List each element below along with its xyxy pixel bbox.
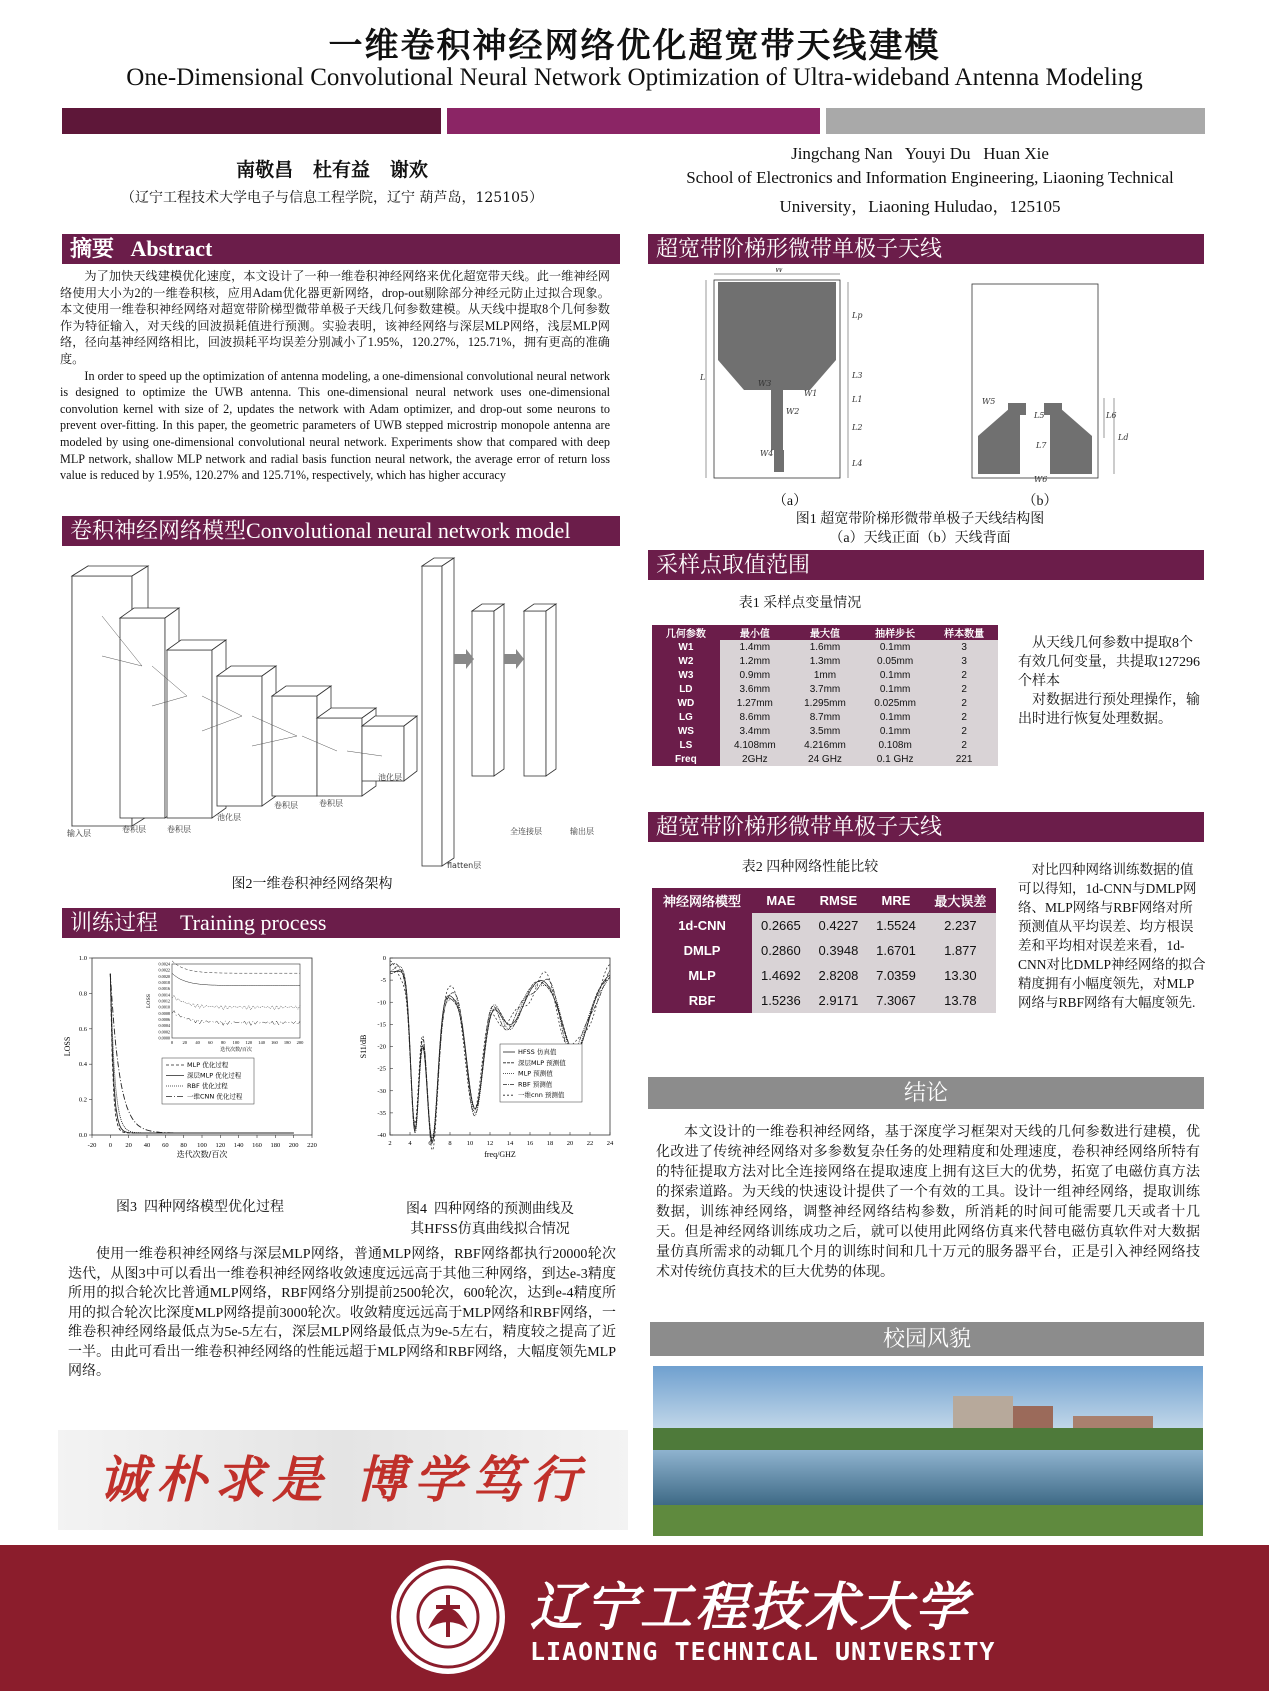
table-cell: W3 [652, 668, 720, 682]
table-cell: 3.7mm [790, 682, 860, 696]
fig3-xtick-label: 140 [233, 1142, 244, 1149]
label-output: 输出层 [570, 827, 594, 836]
authors-en: Jingchang Nan Youyi Du Huan Xie [791, 144, 1049, 163]
fig3-xtick-label: 100 [197, 1142, 207, 1149]
table-cell: 0.108m [860, 738, 930, 752]
fig3-inset-xtick-label: 180 [283, 1040, 291, 1045]
fig3-xtick-label: 160 [252, 1142, 262, 1149]
fig3-legend-item: RBF 优化过程 [187, 1082, 228, 1090]
dim-L6: L6 [1106, 411, 1117, 420]
comparison-heading: 超宽带阶梯形微带单极子天线 [648, 812, 1204, 842]
table-cell: LS [652, 738, 720, 752]
footer-banner [0, 1545, 1269, 1691]
fig4-legend-item: HFSS 仿真值 [518, 1048, 557, 1056]
fig3-legend-item: 一维CNN 优化过程 [187, 1092, 243, 1101]
table-cell: 1.27mm [720, 696, 790, 710]
label-pool2: 池化层 [378, 773, 402, 782]
sampling-table-header: 抽样步长 [860, 625, 930, 640]
comparison-table-header: MAE [752, 888, 810, 913]
fig3-inset-xtick-label: 100 [232, 1040, 240, 1045]
fig3-inset-xtick-label: 140 [258, 1040, 265, 1045]
fig3-caption: 图3 四种网络模型优化过程 [116, 1200, 284, 1215]
fig3-inset-ytick-label: 0.0016 [158, 986, 170, 992]
fig4-caption-2: 其HFSS仿真曲线拟合情况 [410, 1222, 570, 1237]
table-cell: 13.78 [925, 988, 996, 1013]
table-cell: 0.05mm [860, 654, 930, 668]
table-row [652, 988, 996, 1013]
fig3-inset-ytick-label: 0.0006 [158, 1017, 170, 1022]
label-pool1: 池化层 [217, 813, 241, 822]
fig4-s11-chart [350, 950, 620, 1175]
table-cell: 1.2mm [720, 654, 790, 668]
fig3-inset-xlabel: 迭代次数/百次 [220, 1047, 252, 1053]
label-conv2: 卷积层 [167, 825, 191, 834]
table-cell: 1.295mm [790, 696, 860, 710]
poster-title-en: One-Dimensional Convolutional Neural Network Optimization of Ultra-wideband Antenna Modeling [126, 64, 1143, 91]
fig4-xlabel: freq/GHZ [484, 1150, 516, 1159]
fig3-inset-ytick-label: 0.0014 [158, 992, 170, 998]
fig4-caption-1: 图4 四种网络的预测曲线及 [406, 1202, 574, 1217]
training-text [68, 1245, 616, 1382]
fig3-ytick-label: 0.8 [78, 990, 87, 998]
table-cell: 0.2665 [752, 913, 810, 938]
table-cell: 1.6mm [790, 640, 860, 654]
dim-W3: W3 [758, 379, 772, 388]
table-row [652, 682, 998, 696]
fig4-ytick-label: -40 [377, 1132, 386, 1139]
table-cell: 1.3mm [790, 654, 860, 668]
fig3-inset-ytick-label: 0.0024 [158, 961, 170, 967]
title-bar-mid [447, 108, 820, 134]
table-row [652, 668, 998, 682]
dim-L4: L4 [852, 459, 863, 468]
fig4-xtick-label: 4 [408, 1140, 412, 1147]
table-row [652, 913, 996, 938]
comparison-table-header: RMSE [810, 888, 868, 913]
cnn-heading: 卷积神经网络模型Convolutional neural network model [62, 516, 620, 546]
campus-heading: 校园风貌 [650, 1322, 1204, 1356]
dim-L3: L3 [852, 371, 863, 380]
sampling-table [652, 625, 998, 766]
fig3-inset-ytick-label: 0.0004 [158, 1023, 170, 1029]
dim-L7: L7 [1036, 441, 1047, 450]
comparison-table-header: 最大误差 [925, 888, 996, 913]
comparison-table [652, 888, 996, 1013]
sampling-side-2: 对数据进行预处理操作，输出时进行恢复处理数据。 [1018, 693, 1200, 727]
table-row [652, 752, 998, 766]
fig3-inset-xtick-label: 80 [220, 1040, 226, 1045]
comparison-table-header: 神经网络模型 [652, 888, 752, 913]
table-cell: 2 [930, 738, 998, 752]
cnn-architecture-figure [62, 556, 612, 876]
table-cell: 0.1mm [860, 682, 930, 696]
fig4-xtick-label: 10 [466, 1140, 474, 1147]
fig4-ylabel: S11/dB [359, 1034, 368, 1059]
fig3-inset-ytick-label: 0.0008 [158, 1010, 170, 1016]
fig3-inset-ytick-label: 0.0010 [158, 1004, 170, 1010]
fig4-ytick-label: 0 [382, 955, 386, 962]
table-cell: 2 [930, 724, 998, 738]
comparison-side: 对比四种网络训练数据的值可以得知，1d-CNN与DMLP网络、MLP网络与RBF网络对所预测值从平均误差、均方根误差和平均相对误差来看，1d-CNN对比DMLP神经网络的拟合精度拥有小幅度领先，对MLP网络与RBF网络有大幅度领先. [1018, 862, 1206, 1010]
table-cell: 2 [930, 696, 998, 710]
table-cell: RBF [652, 988, 752, 1013]
title-bar-right [826, 108, 1205, 134]
table-row [652, 738, 998, 752]
table-cell: 3 [930, 640, 998, 654]
fig3-legend-item: MLP 优化过程 [187, 1061, 229, 1069]
table-cell: Freq [652, 752, 720, 766]
fig3-inset-ytick-label: 0.0018 [158, 980, 170, 985]
table-cell: 1mm [790, 668, 860, 682]
table-cell: 0.1mm [860, 640, 930, 654]
table-cell: W2 [652, 654, 720, 668]
fig3-ytick-label: 0.0 [78, 1132, 87, 1139]
table-row [652, 640, 998, 654]
table-cell: 1.6701 [867, 938, 925, 963]
table-cell: 8.7mm [790, 710, 860, 724]
table-cell: 24 GHz [790, 752, 860, 766]
training-heading: 训练过程 Training process [62, 908, 620, 938]
fig3-inset-xtick-label: 60 [208, 1040, 213, 1045]
table-cell: 2.8208 [810, 963, 868, 988]
table-cell: LD [652, 682, 720, 696]
table-cell: 221 [930, 752, 998, 766]
fig3-inset-ytick-label: 0.0012 [158, 998, 170, 1004]
fig3-ytick-label: 0.2 [78, 1096, 87, 1104]
fig4-xtick-label: 6 [428, 1140, 432, 1147]
table-cell: 7.3067 [867, 988, 925, 1013]
fig3-inset-xtick-label: 40 [195, 1040, 200, 1045]
fig4-ytick-label: -10 [377, 999, 386, 1007]
dim-W1: W1 [804, 389, 818, 398]
poster-title-cn: 一维卷积神经网络优化超宽带天线建模 [328, 26, 941, 66]
dim-L: L [700, 373, 706, 382]
table-cell: 4.108mm [720, 738, 790, 752]
table-cell: 0.1mm [860, 724, 930, 738]
table-cell: DMLP [652, 938, 752, 963]
table-cell: 1d-CNN [652, 913, 752, 938]
label-conv3: 卷积层 [274, 801, 298, 810]
fig3-inset-frame [172, 964, 300, 1038]
title-bar-left [62, 108, 441, 134]
fig4-xtick-label: 2 [388, 1140, 392, 1147]
motto-banner [58, 1430, 628, 1530]
fig4-xtick-label: 22 [586, 1140, 594, 1147]
label-input: 输入层 [67, 829, 91, 838]
fig3-inset-ytick-label: 0.0002 [158, 1029, 170, 1035]
fig3-inset-ytick-label: 0.0022 [158, 967, 170, 973]
fig4-ytick-label: -5 [380, 977, 386, 985]
table-cell: 3.4mm [720, 724, 790, 738]
conclusion-text: 本文设计的一维卷积神经网络，基于深度学习框架对天线的几何参数进行建模，优化改进了传统神经网络对多参数复杂任务的处理精度和处理速度，卷积神经网络所特有的特征提取方法对比全连接网络在提取速度上拥有这巨大的优势，拓宽了电磁仿真方法的探索道路。为天线的快速设计提供了一个有效的工具。设计一组神经网络，提取训练数据，训练神经网络，调整神经网络结构参数，所消耗的时间可能需要几天或者十几天。但是神经网络训练成功之后，就可以使用此网络仿真来代替电磁仿真软件对大数据量仿真所需求的动辄几个月的训练时间和几十万元的服务器平台，正是引入神经网络技术对传统仿真技术的巨大优势的体现。 [656, 1125, 1200, 1280]
table-row [652, 654, 998, 668]
university-name-en: LIAONING TECHNICAL UNIVERSITY [530, 1637, 996, 1666]
table-row [652, 963, 996, 988]
table-cell: 1.5236 [752, 988, 810, 1013]
fig3-xtick-label: 40 [143, 1142, 151, 1149]
fig4-legend-item: 深层MLP 预测值 [518, 1058, 566, 1067]
fig3-inset-xtick-label: 0 [170, 1040, 174, 1045]
table-cell: 1.4mm [720, 640, 790, 654]
dim-Ld: Ld [1118, 433, 1129, 442]
fig3-inset-ytick-label: 0.0020 [158, 973, 170, 979]
table-cell: 0.4227 [810, 913, 868, 938]
sampling-table-header: 最大值 [790, 625, 860, 640]
dim-Lp: Lp [852, 311, 863, 320]
dim-W4: W4 [760, 449, 774, 458]
fig4-xtick-label: 16 [526, 1140, 534, 1147]
fig3-inset-ytick-label: 0.0000 [158, 1035, 170, 1041]
university-seal [388, 1557, 508, 1677]
fig3-xtick-label: 80 [180, 1142, 187, 1149]
fig3-xtick-label: 220 [307, 1142, 317, 1149]
fig4-xtick-label: 20 [566, 1140, 574, 1147]
label-conv4: 卷积层 [319, 799, 343, 808]
table-cell: 0.025mm [860, 696, 930, 710]
table-cell: 2 [930, 668, 998, 682]
table-cell: 8.6mm [720, 710, 790, 724]
fig3-xtick-label: 20 [125, 1142, 132, 1149]
fig2-caption: 图2一维卷积神经网络架构 [231, 877, 393, 892]
table-cell: WS [652, 724, 720, 738]
fig4-legend-item: RBF 预测值 [518, 1080, 553, 1089]
affiliation-en-2: University，Liaoning Huludao，125105 [779, 197, 1061, 216]
fig4-ytick-label: -35 [377, 1109, 386, 1117]
sampling-table-header: 最小值 [720, 625, 790, 640]
dim-W6: W6 [1034, 475, 1048, 484]
table-cell: 2 [930, 710, 998, 724]
fig3-loss-chart [62, 950, 350, 1175]
table-cell: 0.3948 [810, 938, 868, 963]
authors-cn: 南敬昌 杜有益 谢欢 [236, 159, 428, 181]
fig4-xtick-label: 18 [546, 1140, 554, 1147]
fig3-inset-xtick-label: 120 [245, 1040, 253, 1045]
table-cell: 2 [930, 682, 998, 696]
table-cell: W1 [652, 640, 720, 654]
fig3-legend-item: 深层MLP 优化过程 [187, 1071, 242, 1080]
sampling-table-header: 几何参数 [652, 625, 720, 640]
table-cell: 3.6mm [720, 682, 790, 696]
abstract-heading: 摘要 Abstract [62, 234, 620, 264]
university-name-cn: 辽宁工程技术大学 [530, 1578, 971, 1638]
fig4-legend-item: MLP 预测值 [518, 1069, 553, 1078]
fig3-xtick-label: 200 [288, 1142, 299, 1149]
fig3-ytick-label: 0.4 [78, 1061, 87, 1069]
fig4-xtick-label: 24 [606, 1140, 614, 1147]
antenna-heading: 超宽带阶梯形微带单极子天线 [648, 234, 1204, 264]
dim-L1: L1 [852, 395, 863, 404]
training-paragraph: 使用一维卷积神经网络与深层MLP网络，普通MLP网络，RBF网络都执行20000轮次迭代，从图3中可以看出一维卷积神经网络收敛速度远远高于其他三种网络，到达e-3精度所用的拟合轮次比普通MLP网络，RBF网络分别提前2500轮次，600轮次，达到e-4精度所用的拟合轮次比深度MLP网络提前3000轮次。收敛精度远远高于MLP网络和RBF网络，一维卷积神经网络最低点为5e-5左右，深层MLP网络最低点为9e-5左右，精度较之提高了近一半。由此可看出一维卷积神经网络的性能远超于MLP网络和RBF网络，大幅度领先MLP网络。 [68, 1247, 616, 1379]
table-cell: 1.4692 [752, 963, 810, 988]
table1-title: 表1 采样点变量情况 [738, 596, 862, 611]
fig4-ytick-label: -15 [377, 1021, 386, 1029]
fig1-caption: 图1 超宽带阶梯形微带单极子天线结构图 [795, 512, 1045, 527]
conclusion-heading: 结论 [648, 1077, 1204, 1109]
antenna-caption-b: （b） [1022, 494, 1058, 509]
fig3-xtick-label: 180 [270, 1142, 281, 1149]
label-conv1: 卷积层 [122, 825, 146, 834]
fig3-ytick-label: 1.0 [78, 955, 87, 962]
fig3-xtick-label: 0 [108, 1142, 112, 1149]
table-cell: 0.1mm [860, 710, 930, 724]
fig3-ylabel: LOSS [63, 1036, 72, 1057]
fig4-legend-item: 一维cnn 预测值 [518, 1091, 565, 1100]
dim-W2: W2 [786, 407, 800, 416]
table-cell: 1.5524 [867, 913, 925, 938]
table-row [652, 710, 998, 724]
table-cell: 0.9mm [720, 668, 790, 682]
fig4-xtick-label: 12 [486, 1140, 494, 1147]
table-cell: 0.2860 [752, 938, 810, 963]
fig3-xtick-label: -20 [87, 1142, 97, 1149]
sampling-table-header: 样本数量 [930, 625, 998, 640]
table-cell: MLP [652, 963, 752, 988]
table-cell: 4.216mm [790, 738, 860, 752]
sampling-heading: 采样点取值范围 [648, 550, 1204, 580]
table-cell: WD [652, 696, 720, 710]
table-cell: 3 [930, 654, 998, 668]
dim-L5: L5 [1034, 411, 1045, 420]
fig3-inset-xtick-label: 20 [182, 1040, 188, 1045]
campus-photo [653, 1366, 1203, 1536]
fig1-subcaption: （a）天线正面（b）天线背面 [829, 531, 1011, 546]
table-cell: 2.237 [925, 913, 996, 938]
fig4-xtick-label: 14 [506, 1140, 514, 1147]
fig4-xtick-label: 8 [448, 1140, 452, 1147]
table-cell: 0.1 GHz [860, 752, 930, 766]
conclusion-body [656, 1123, 1200, 1283]
abstract-cn: 为了加快天线建模优化速度，本文设计了一种一维卷积神经网络来优化超宽带天线。此一维神经网络使用大小为2的一维卷积核，应用Adam优化器更新网络，drop-out剔除部分神经元防止过拟合现象。本文使用一维卷积神经网络对超宽带阶梯型微带单极子天线几何参数建模。从天线中提取8个几何参数作为特征输入，对天线的回波损耗值进行预测。实验表明，该神经网络与深层MLP网络，浅层MLP网络，径向基神经网络相比，回波损耗平均误差分别减小了1.95%，120.27%，125.71%，拥有更高的准确度。 [60, 269, 610, 366]
table-row [652, 938, 996, 963]
table-row [652, 696, 998, 710]
fig3-inset-xtick-label: 160 [271, 1040, 278, 1045]
comparison-table-header: MRE [867, 888, 925, 913]
fig3-xtick-label: 120 [215, 1142, 226, 1149]
label-flatten: flatten层 [447, 861, 482, 870]
motto-text: 诚朴求是 博学笃行 [98, 1450, 588, 1509]
affiliation-en-1: School of Electronics and Information Engineering, Liaoning Technical [686, 168, 1174, 187]
table-cell: LG [652, 710, 720, 724]
fig3-inset-ylabel: LOSS [146, 993, 152, 1009]
comparison-side-text [1018, 860, 1206, 1012]
fig3-inset-xtick-label: 200 [296, 1040, 304, 1045]
sampling-side-1: 从天线几何参数中提取8个有效几何变量，共提取127296个样本 [1018, 636, 1200, 689]
abstract-body [60, 268, 610, 484]
fig3-ytick-label: 0.6 [78, 1025, 87, 1033]
table-cell: 13.30 [925, 963, 996, 988]
dim-W: W [775, 268, 784, 274]
dim-L2: L2 [852, 423, 863, 432]
table-cell: 3.5mm [790, 724, 860, 738]
dim-W5: W5 [982, 397, 996, 406]
affiliation-cn: （辽宁工程技术大学电子与信息工程学院，辽宁 葫芦岛，125105） [121, 190, 543, 206]
fig4-ytick-label: -25 [377, 1065, 386, 1073]
table-cell: 2.9171 [810, 988, 868, 1013]
table-cell: 7.0359 [867, 963, 925, 988]
antenna-caption-a: （a） [772, 494, 808, 509]
fig4-ytick-label: -30 [377, 1087, 386, 1095]
fig3-xtick-label: 60 [162, 1142, 169, 1149]
table-cell: 2GHz [720, 752, 790, 766]
label-fc: 全连接层 [510, 827, 542, 836]
fig4-ytick-label: -20 [377, 1043, 386, 1051]
table2-title: 表2 四种网络性能比较 [741, 860, 879, 875]
table-cell: 1.877 [925, 938, 996, 963]
antenna-structure-figure [700, 268, 1140, 488]
table-cell: 0.1mm [860, 668, 930, 682]
abstract-en: In order to speed up the optimization of antenna modeling, a one-dimensional convolutional neural network is designed to optimize the UWB antenna. This one-dimensional neural network uses one-dimensional convolution kernel with size of 2, updates the network with Adam optimizer, and drop-out some neurons to prevent over-fitting. In this paper, the geometric parameters of UWB stepped microstrip monopole antenna are modeled by using one-dimensional convolutional neural network. Experiments show that compared with deep MLP network, shallow MLP network and radial basis function neural network, the average error of return loss value is reduced by 1.95%, 120.27% and 125.71%, respectively, which has higher accuracy [60, 368, 611, 483]
table-row [652, 724, 998, 738]
sampling-side-text [1018, 634, 1203, 729]
fig3-xlabel: 迭代次数/百次 [176, 1150, 228, 1159]
